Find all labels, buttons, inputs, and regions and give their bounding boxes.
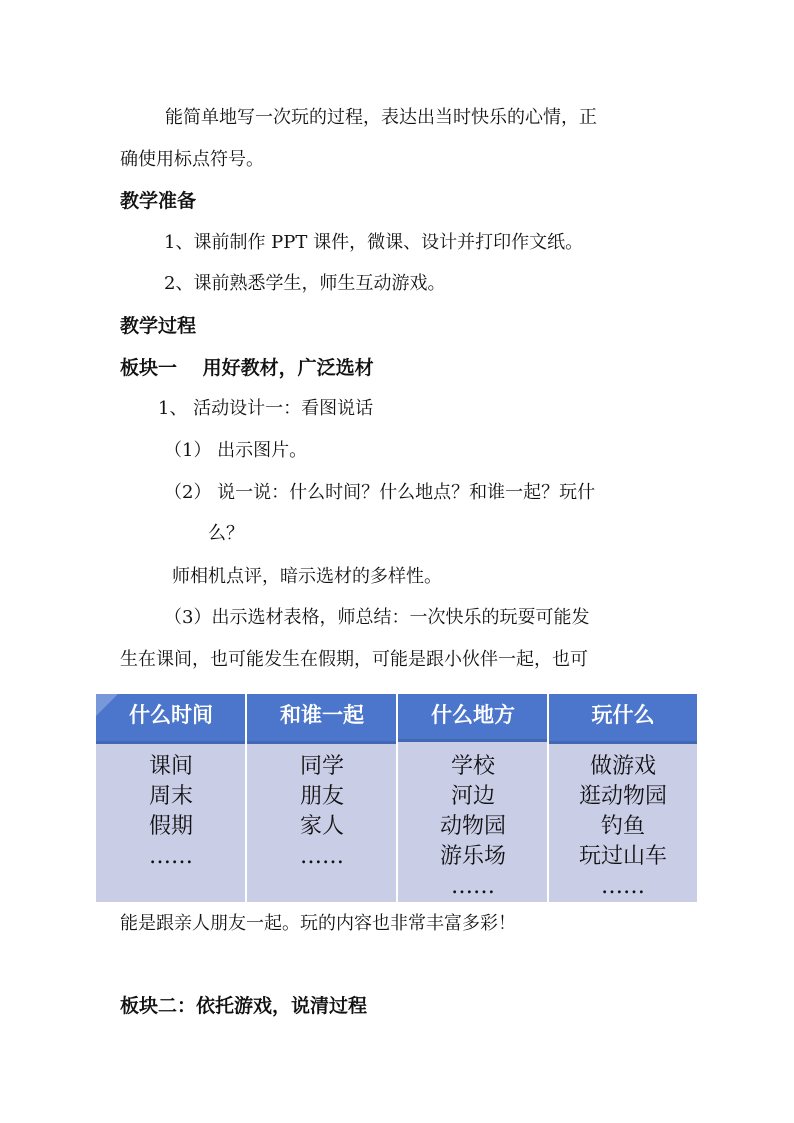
activity-1: 1、 活动设计一：看图说话 bbox=[158, 398, 374, 419]
list-item: 同学 bbox=[299, 754, 344, 779]
list-item: 钓鱼 bbox=[600, 814, 645, 839]
list-item: 假期 bbox=[148, 814, 193, 839]
table-column-companion bbox=[247, 694, 397, 902]
table-cell-time bbox=[96, 752, 246, 872]
list-item: 周末 bbox=[148, 784, 193, 809]
list-item: …… bbox=[601, 874, 645, 899]
corner-decoration-icon bbox=[96, 694, 118, 716]
list-item: 课间 bbox=[148, 754, 193, 779]
list-item: 河边 bbox=[450, 784, 495, 809]
list-item: …… bbox=[300, 844, 344, 869]
list-item: 家人 bbox=[299, 814, 344, 839]
step-2-line-2: 么？ bbox=[208, 523, 244, 544]
list-item: 学校 bbox=[450, 754, 495, 779]
step-2-line-1: （2） 说一说：什么时间？什么地点？和谁一起？玩什 bbox=[164, 482, 596, 503]
step-3-line-1: （3）出示选材表格，师总结：一次快乐的玩耍可能发 bbox=[164, 607, 590, 628]
list-item: …… bbox=[149, 844, 193, 869]
table-cell-companion bbox=[247, 752, 397, 872]
table-header-companion: 和谁一起 bbox=[247, 694, 397, 744]
list-item: 游乐场 bbox=[439, 844, 506, 869]
section2-heading: 板块二：依托游戏，说清过程 bbox=[120, 995, 368, 1017]
list-item: 朋友 bbox=[299, 784, 344, 809]
list-item: …… bbox=[451, 874, 495, 899]
table-cell-activity bbox=[549, 752, 697, 902]
table-header-activity: 玩什么 bbox=[549, 694, 697, 744]
step-1: （1） 出示图片。 bbox=[164, 440, 308, 461]
teacher-comment: 师相机点评，暗示选材的多样性。 bbox=[172, 566, 442, 587]
table-header-time: 什么时间 bbox=[96, 694, 246, 744]
table-cell-place bbox=[398, 752, 548, 902]
prep-item-1: 1、课前制作 PPT 课件，微课、设计并打印作文纸。 bbox=[164, 232, 584, 253]
step-3-line-2: 生在课间，也可能发生在假期，可能是跟小伙伴一起，也可 bbox=[120, 649, 588, 670]
table-column-place bbox=[398, 694, 548, 902]
list-item: 玩过山车 bbox=[578, 844, 667, 869]
objective-line-1: 能简单地写一次玩的过程，表达出当时快乐的心情，正 bbox=[165, 107, 597, 128]
table-header-place: 什么地方 bbox=[398, 694, 548, 742]
objective-line-2: 确使用标点符号。 bbox=[120, 149, 264, 170]
prep-heading: 教学准备 bbox=[120, 190, 197, 212]
prep-item-2: 2、课前熟悉学生，师生互动游戏。 bbox=[164, 273, 446, 294]
step-3-line-3: 能是跟亲人朋友一起。玩的内容也非常丰富多彩！ bbox=[120, 913, 516, 934]
topic-selection-table bbox=[96, 694, 697, 902]
table-column-time bbox=[96, 694, 246, 902]
process-heading: 教学过程 bbox=[120, 315, 197, 337]
list-item: 动物园 bbox=[439, 814, 506, 839]
section1-heading: 板块一 用好教材，广泛选材 bbox=[120, 357, 374, 379]
table-column-activity bbox=[549, 694, 697, 902]
list-item: 做游戏 bbox=[589, 754, 656, 779]
list-item: 逛动物园 bbox=[578, 784, 667, 809]
